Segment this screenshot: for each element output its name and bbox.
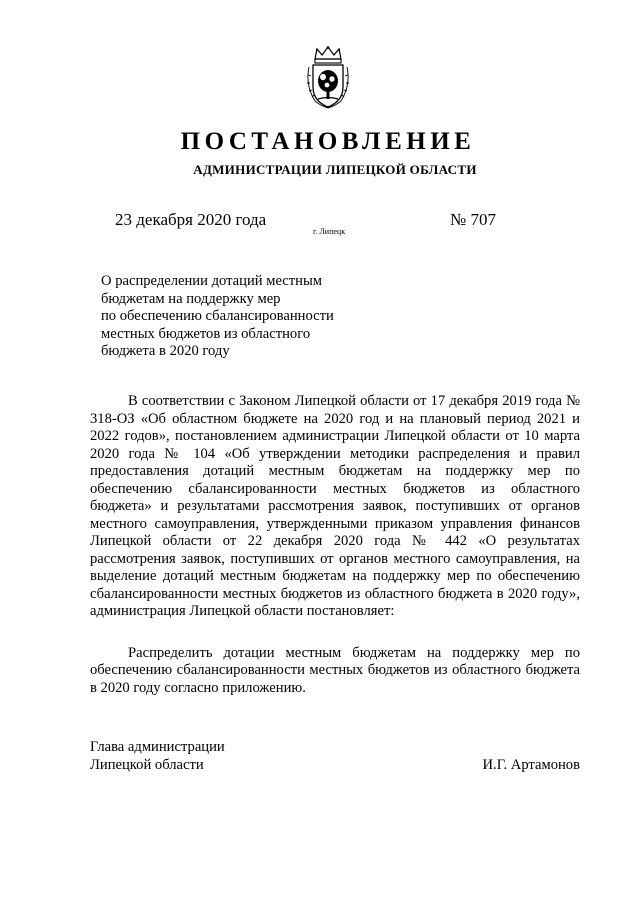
subject-line: по обеспечению сбалансированности [101, 308, 334, 324]
document-date: 23 декабря 2020 года [115, 210, 267, 229]
body-paragraph-resolution: Распределить дотации местным бюджетам на поддержку мер по обеспечению сбалансированности местных бюджетов из областного бюджета в 2020 году согласно приложению. [90, 644, 580, 696]
document-body [90, 393, 580, 697]
subject-line: местных бюджетов из областного [101, 325, 311, 342]
subject-line: бюджета в 2020 году [101, 343, 230, 359]
subject-line: бюджетам на поддержку мер [101, 290, 281, 307]
body-paragraph-preamble: В соответствии с Законом Липецкой области от 17 декабря 2019 года № 318-ОЗ «Об областном бюджете на 2020 год и на плановый период 2021 и 2022 годов», постановлением администрации Липецкой области от 10 марта 2020 года № 104 «Об утверждении методики распределения и правил предоставления дотаций местным бюджетам на поддержку мер по обеспечению сбалансированности местных бюджетов из областного бюджета» и результатами рассмотрения заявок, поступивших от органов местного самоуправления, утвержденными приказом управления финансов Липецкой области от 22 декабря 2020 года № 442 «О результатах рассмотрения заявок, поступивших от органов местного самоуправления, на выделение дотаций местным бюджетам на поддержку мер по обеспечению сбалансированности местных бюджетов из областного бюджета в 2020 году», администрация Липецкой области постановляет: [90, 393, 580, 619]
subject-line: О распределении дотаций местным [101, 273, 322, 289]
signature-position-line: Липецкой области [90, 756, 204, 773]
document-number: № 707 [450, 210, 496, 229]
signature-position-line: Глава администрации [90, 739, 225, 755]
document-title: ПОСТАНОВЛЕНИЕ [180, 128, 476, 155]
document-place: г. Липецк [313, 227, 346, 236]
coat-of-arms-icon [305, 45, 351, 109]
document-subject [101, 273, 401, 361]
signature-block [90, 739, 580, 774]
document-subtitle: АДМИНИСТРАЦИИ ЛИПЕЦКОЙ ОБЛАСТИ [193, 162, 477, 177]
signature-name: И.Г. Артамонов [482, 756, 580, 773]
